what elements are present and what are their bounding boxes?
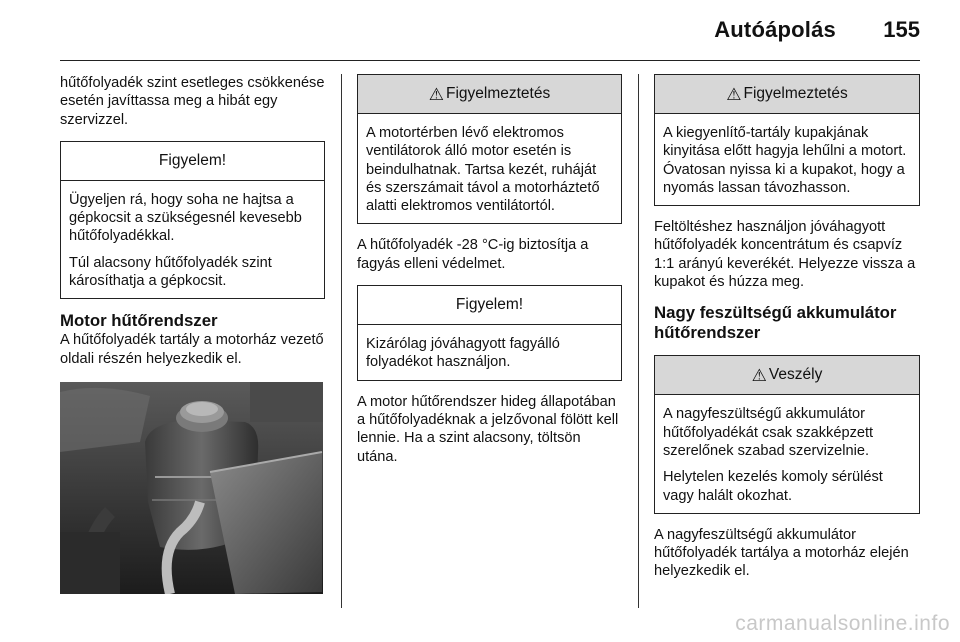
chapter-title: Autóápolás <box>714 17 836 42</box>
notice-box <box>60 141 325 299</box>
column-2 <box>357 74 622 466</box>
danger-paragraph: A nagyfeszültségű akkumulátor hűtőfolyadékát csak szakképzett szerelőnek szabad szervizelnie. <box>663 406 874 459</box>
coolant-level-text: A motor hűtőrendszer hideg állapotában a hűtőfolyadéknak a jelzővonal fölött kell lennie. Ha a szint alacsony, töltsön utána. <box>357 393 619 465</box>
intro-text: hűtőfolyadék szint esetleges csökkenése esetén javíttassa meg a hibát egy szervizzel. <box>60 75 325 128</box>
column-3 <box>654 74 920 581</box>
section-title-engine-cooling: Motor hűtőrendszer <box>60 311 218 331</box>
column-divider <box>341 74 342 608</box>
danger-header <box>655 356 919 395</box>
warning-title: Figyelmeztetés <box>743 85 848 102</box>
antifreeze-text: A hűtőfolyadék -28 °C-ig biztosítja a fagyás elleni védelmet. <box>357 237 589 272</box>
notice-paragraph: Ügyeljen rá, hogy soha ne hajtsa a gépkocsit a szükségesnél kevesebb hűtőfolyadékkal. <box>69 191 302 245</box>
danger-paragraph: Helytelen kezelés komoly sérülést vagy halált okozhat. <box>663 469 883 504</box>
notice-paragraph: Túl alacsony hűtőfolyadék szint károsíthatja a gépkocsit. <box>69 254 272 290</box>
danger-title: Veszély <box>768 366 823 384</box>
warning-text: A kiegyenlítő-tartály kupakjának kinyitása előtt hagyja lehűlni a motort. Óvatosan nyissa ki a kupakot, hogy a nyomás lassan távozhasson. <box>663 125 907 196</box>
notice-title: Figyelem! <box>358 286 621 325</box>
notice-title: Figyelem! <box>61 142 324 181</box>
warning-triangle-icon: ⚠ <box>751 365 767 385</box>
column-divider <box>638 74 639 608</box>
section-text: A hűtőfolyadék tartály a motorház vezető oldali részén helyezkedik el. <box>60 332 324 367</box>
warning-box <box>654 74 920 206</box>
warning-header <box>655 75 919 114</box>
warning-triangle-icon: ⚠ <box>428 84 444 104</box>
warning-text: A motortérben lévő elektromos ventilátorok álló motor esetén is beindulhatnak. Tartsa kezét, ruháját és szerszámait távol a motorháztető alatti elektromos ventilátortól. <box>366 125 600 215</box>
warning-title: Figyelmeztetés <box>446 85 551 102</box>
warning-box <box>357 74 622 224</box>
page-number: 155 <box>883 17 920 42</box>
page-header <box>60 0 920 61</box>
refill-text: Feltöltéshez használjon jóváhagyott hűtőfolyadék koncentrátum és csapvíz 1:1 arányú keverékét. Helyezze vissza a kupakot és húzza meg. <box>654 219 916 291</box>
column-1 <box>60 74 325 594</box>
engine-bay-photo <box>60 382 323 594</box>
warning-triangle-icon: ⚠ <box>726 84 742 104</box>
notice-box <box>357 285 622 381</box>
notice-text: Kizárólag jóváhagyott fagyálló folyadékot használjon. <box>366 336 560 371</box>
warning-header <box>358 75 621 114</box>
watermark: carmanualsonline.info <box>735 612 950 635</box>
danger-box <box>654 355 920 513</box>
hv-coolant-location-text: A nagyfeszültségű akkumulátor hűtőfolyadék tartálya a motorház elején helyezkedik el. <box>654 526 909 580</box>
section-title-hv-battery-cooling: Nagy feszültségű akkumulátor hűtőrendszer <box>654 303 897 343</box>
